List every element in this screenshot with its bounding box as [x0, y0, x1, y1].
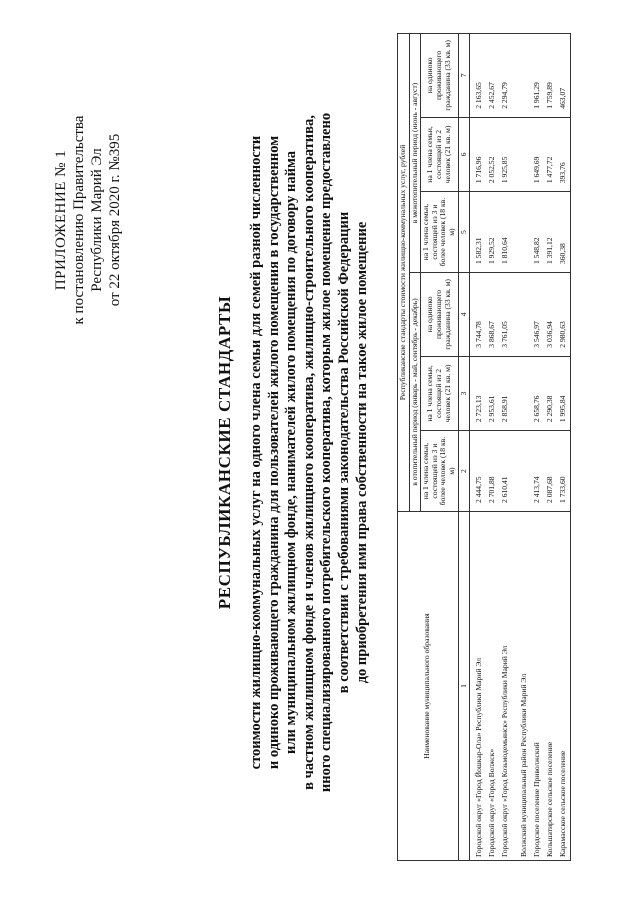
- table-row: [486, 34, 499, 861]
- col-number: 2: [458, 431, 470, 512]
- document-subtitle: [248, 100, 371, 805]
- cell-value: 2 610,41: [499, 431, 512, 512]
- cell-value: 3 868,67: [486, 273, 499, 357]
- cell-value: 360,38: [557, 192, 571, 273]
- cell-value: 1 391,12: [544, 192, 557, 273]
- subtitle-line: или муниципальном жилищном фонде, нанимателей жилого помещения по договору найма: [283, 150, 300, 755]
- cell-value: 1 548,82: [531, 192, 544, 273]
- nonheating-period-header: в межотопительный период (июнь - август): [409, 34, 421, 273]
- col-header: на одиноко проживающего гражданина (33 кв. м): [421, 273, 458, 357]
- table-row: [470, 34, 487, 861]
- col-header: на 1 члена семьи, состоящей из 2 человек (21 кв. м): [421, 356, 458, 430]
- standards-table: [397, 33, 571, 861]
- cell-value: 3 546,97: [531, 273, 544, 357]
- cell-value: 463,07: [557, 34, 571, 118]
- row-name: Карамасское сельское поселение: [557, 512, 571, 861]
- cell-value: 1 961,29: [531, 34, 544, 118]
- col-header: на одиноко проживающего гражданина (33 кв. м): [421, 34, 458, 118]
- group-header: Республиканские стандарты стоимости жилищно-коммунальных услуг, рублей: [398, 34, 410, 512]
- table-row: [557, 34, 571, 861]
- subtitle-line: иного специализированного потребительского кооператива, которым жилое помещение предоставлено: [318, 112, 335, 793]
- cell-value: 2 980,63: [557, 273, 571, 357]
- row-name: Городское поселение Приволжский: [531, 512, 544, 861]
- subtitle-line: в частном жилищном фонде и членов жилищного кооператива, жилищно-строительного кооператива,: [300, 115, 317, 790]
- subtitle-line: и одиноко проживающего гражданина для пользователей жилого помещения в государственном: [265, 135, 282, 770]
- cell-value: [512, 273, 531, 357]
- cell-value: 2 087,68: [544, 431, 557, 512]
- table-row: [512, 34, 531, 861]
- table-row: [499, 34, 512, 861]
- cell-value: 3 036,94: [544, 273, 557, 357]
- row-name: Кольшатирское сельское поселение: [544, 512, 557, 861]
- cell-value: 1 582,31: [470, 192, 487, 273]
- cell-value: 2 294,79: [499, 34, 512, 118]
- cell-value: 1 929,52: [486, 192, 499, 273]
- col-header-municipality: Наименование муниципального образования: [398, 512, 459, 861]
- table-row: [544, 34, 557, 861]
- cell-value: 393,76: [557, 117, 571, 191]
- subtitle-line: стоимости жилищно-коммунальных услуг на одного члена семьи для семей разной численности: [248, 135, 264, 770]
- cell-value: 1 649,69: [531, 117, 544, 191]
- col-number: 3: [458, 356, 470, 430]
- cell-value: 2 052,52: [486, 117, 499, 191]
- col-header: на 1 члена семьи, состоящей из 3 и более человек (18 кв. м): [421, 192, 458, 273]
- row-name: Волжский муниципальный район Республики Марий Эл: [512, 512, 531, 861]
- cell-value: 2 444,75: [470, 431, 487, 512]
- col-number: 7: [458, 34, 470, 118]
- annex-line-republic: Республики Марий Эл: [89, 148, 105, 292]
- row-name: Городской округ «Город Йошкар-Ола» Республики Марий Эл: [470, 512, 487, 861]
- document-title: РЕСПУБЛИКАНСКИЕ СТАНДАРТЫ: [215, 295, 234, 610]
- cell-value: 2 413,74: [531, 431, 544, 512]
- cell-value: 2 723,13: [470, 356, 487, 430]
- cell-value: [512, 117, 531, 191]
- annex-block: [52, 95, 124, 345]
- cell-value: 2 953,61: [486, 356, 499, 430]
- cell-value: 1 477,72: [544, 117, 557, 191]
- col-number: 6: [458, 117, 470, 191]
- cell-value: 3 761,05: [499, 273, 512, 357]
- col-number: 5: [458, 192, 470, 273]
- col-header: на 1 члена семьи, состоящей из 2 человек (21 кв. м): [421, 117, 458, 191]
- cell-value: 1 810,64: [499, 192, 512, 273]
- cell-value: [512, 431, 531, 512]
- cell-value: 2 701,88: [486, 431, 499, 512]
- row-name: Городской округ «Город Козьмодемьянск» Республики Марий Эл: [499, 512, 512, 861]
- col-number: 1: [458, 512, 470, 861]
- table-row: [531, 34, 544, 861]
- cell-value: 1 759,89: [544, 34, 557, 118]
- cell-value: [512, 356, 531, 430]
- annex-number: ПРИЛОЖЕНИЕ № 1: [53, 149, 69, 291]
- cell-value: 1 925,85: [499, 117, 512, 191]
- row-name: Городской округ «Город Волжск»: [486, 512, 499, 861]
- cell-value: 2 858,91: [499, 356, 512, 430]
- annex-line-date: от 22 октября 2020 г. №395: [107, 133, 123, 307]
- cell-value: 1 733,60: [557, 431, 571, 512]
- cell-value: 2 452,67: [486, 34, 499, 118]
- heating-period-header: в отопительный период (январь - май, сентябрь - декабрь): [409, 273, 421, 512]
- cell-value: 2 658,76: [531, 356, 544, 430]
- cell-value: 1 716,96: [470, 117, 487, 191]
- subtitle-line: до приобретения ими права собственности на такое жилое помещение: [353, 221, 370, 684]
- cell-value: 2 163,65: [470, 34, 487, 118]
- cell-value: 1 995,84: [557, 356, 571, 430]
- col-header: на 1 члена семьи, состоящей из 3 и более человек (18 кв. м): [421, 431, 458, 512]
- cell-value: [512, 34, 531, 118]
- cell-value: 2 290,38: [544, 356, 557, 430]
- annex-line-resolution: к постановлению Правительства: [71, 115, 87, 325]
- subtitle-line: в соответствии с требованиями законодательства Российской Федерации: [335, 211, 352, 694]
- col-number: 4: [458, 273, 470, 357]
- cell-value: 3 744,78: [470, 273, 487, 357]
- cell-value: [512, 192, 531, 273]
